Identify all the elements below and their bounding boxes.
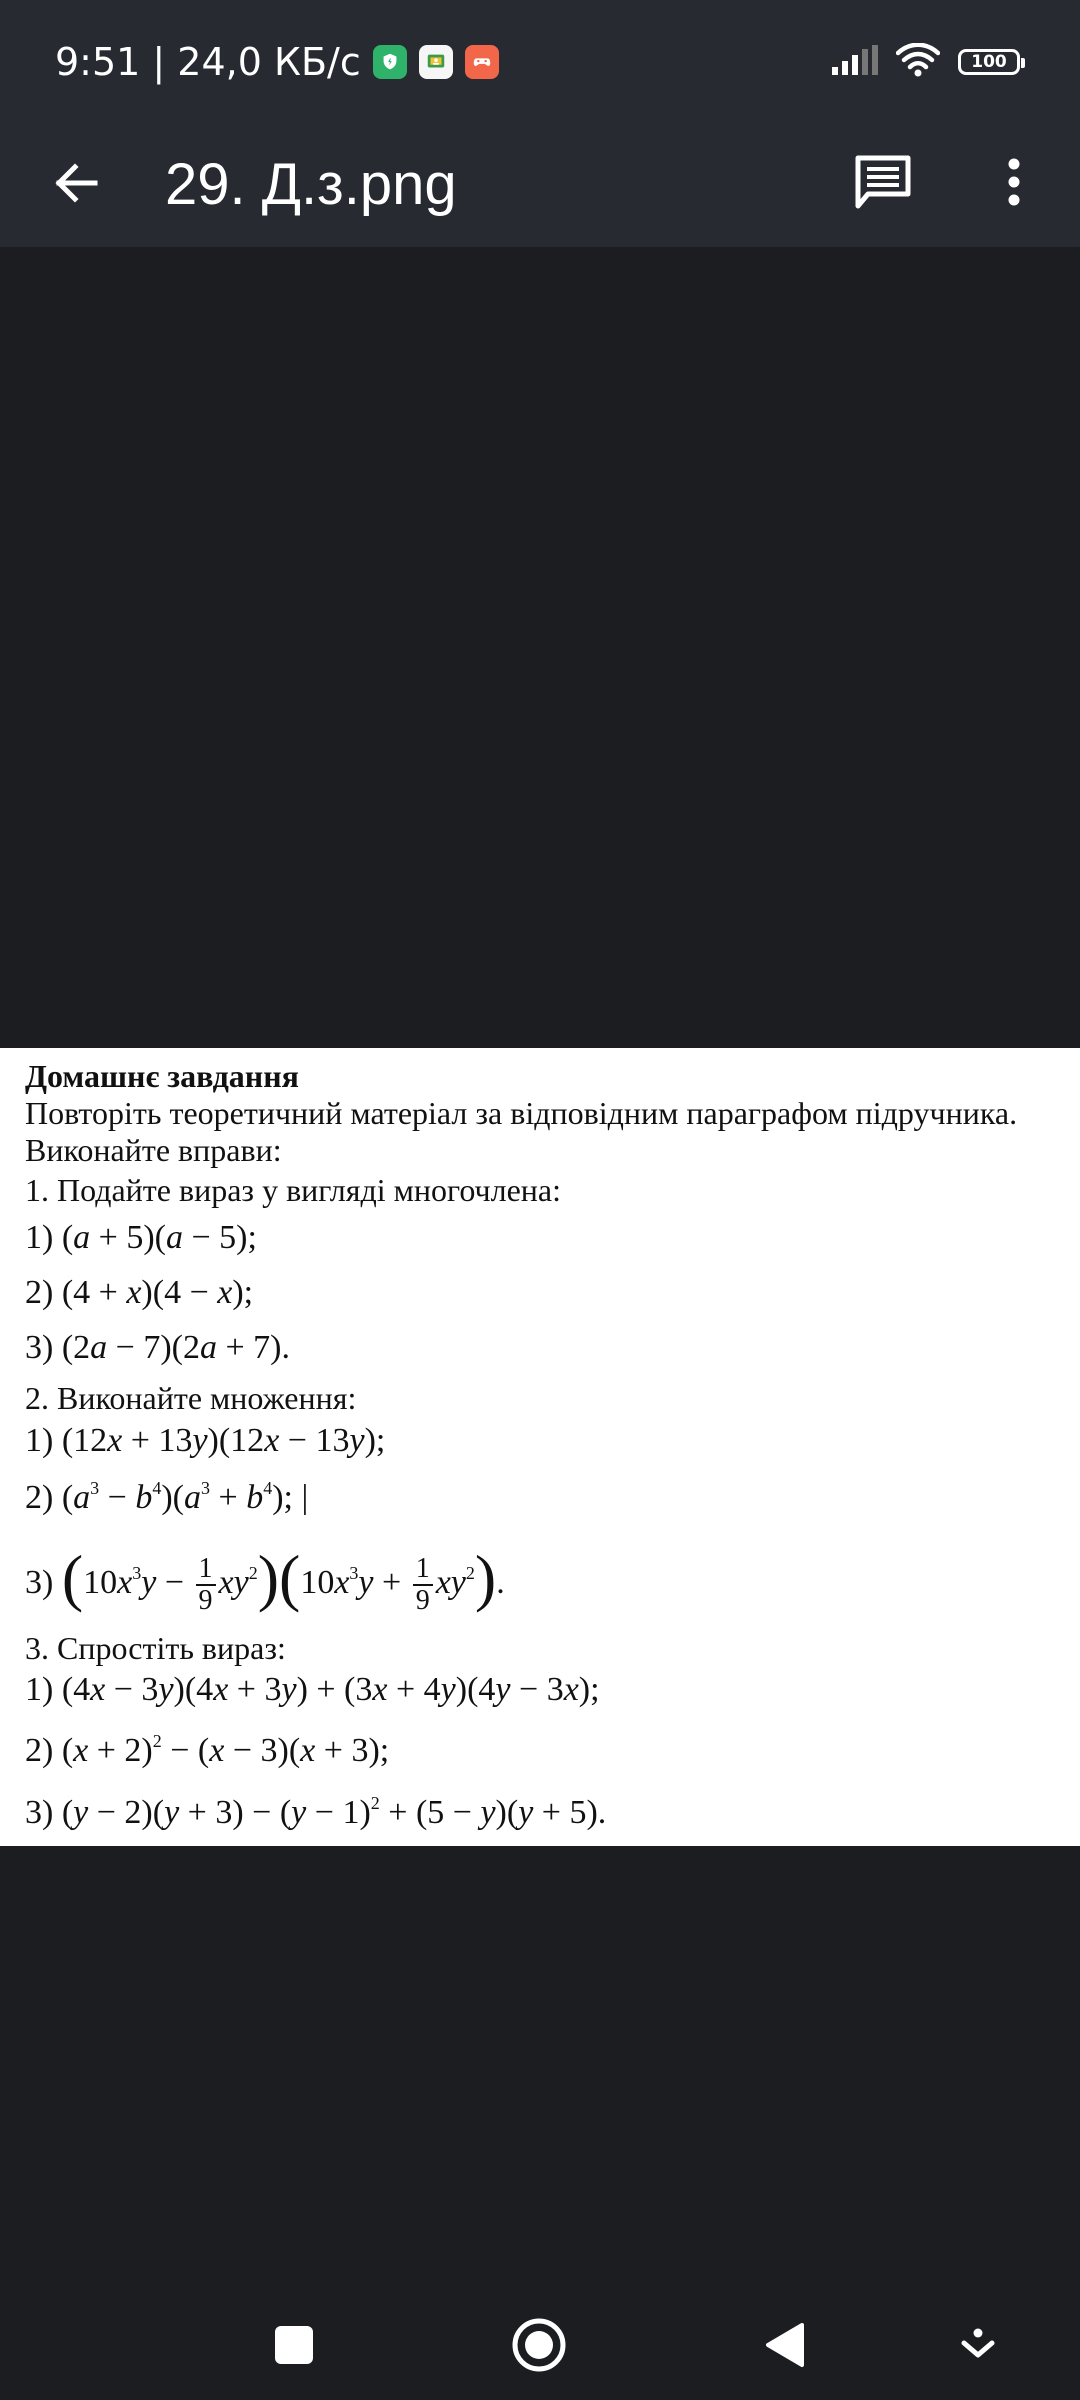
comment-icon — [854, 154, 912, 210]
keyboard-hide-icon — [960, 2325, 996, 2365]
keyboard-hide-button[interactable] — [940, 2307, 1016, 2383]
battery-icon — [958, 49, 1020, 75]
game-controller-icon — [465, 45, 499, 79]
back-button[interactable] — [40, 148, 110, 218]
more-options-button[interactable] — [984, 144, 1044, 220]
status-right — [832, 38, 1020, 86]
task2-item-3: 3) ($10x^3y$ − $\frac{1}{9}$ $xy^2)(10x^3y$ + $\frac{1}{9}$ $xy^2$). — [25, 1542, 505, 1617]
task1-item-2: 2) (4 + x)(4 − x); — [25, 1274, 254, 1311]
back-arrow-icon — [51, 159, 99, 207]
task2-item-1: 1) (12x + 13y)(12x − 13y); — [25, 1422, 386, 1459]
classroom-icon — [419, 45, 453, 79]
status-left — [55, 38, 499, 86]
vpn-shield-icon — [373, 45, 407, 79]
image-viewer[interactable] — [0, 247, 1080, 2287]
system-nav-bar — [0, 2287, 1080, 2400]
task3-item-1: 1) (4x − 3y)(4x + 3y) + (3x + 4y)(4y − 3x); — [25, 1671, 600, 1708]
nav-back-button[interactable] — [746, 2307, 822, 2383]
signal-icon — [832, 45, 878, 79]
task2-title: 2. Виконайте множення: — [25, 1380, 357, 1416]
homework-image — [0, 1048, 1080, 1846]
doc-do-exercises: Виконайте вправи: — [25, 1132, 282, 1168]
task1-item-3: 3) (2a − 7)(2a + 7). — [25, 1329, 290, 1366]
doc-heading: Домашнє завдання — [25, 1058, 299, 1094]
task1-title: 1. Подайте вираз у вигляді многочлена: — [25, 1172, 562, 1208]
home-button[interactable] — [501, 2307, 577, 2383]
task2-item-2: 2) $(a^3 - b^4)(a^3 + b^4)$; | — [25, 1478, 309, 1516]
battery-level: 100 — [971, 52, 1007, 72]
app-bar — [0, 120, 1080, 247]
task3-item-3: 3) $(y - 2)(y + 3) - (y - 1)^2 + (5 - y)(y + 5)$. — [25, 1793, 607, 1831]
more-vert-icon — [1007, 158, 1021, 206]
task1-item-1: 1) (a + 5)(a − 5); — [25, 1219, 257, 1256]
file-title: 29. Д.з.png — [165, 152, 457, 217]
back-triangle-icon — [762, 2321, 806, 2369]
square-icon — [273, 2324, 315, 2366]
doc-intro: Повторіть теоретичний матеріал за відповідним параграфом підручника. — [25, 1095, 1018, 1131]
task3-item-2: 2) $(x + 2)^2 - (x - 3)(x + 3)$; — [25, 1731, 390, 1769]
wifi-icon — [896, 43, 940, 81]
status-bar — [0, 0, 1080, 120]
recents-button[interactable] — [256, 2307, 332, 2383]
status-time-speed: 9:51 | 24,0 КБ/с — [55, 40, 361, 84]
task3-title: 3. Спростіть вираз: — [25, 1630, 286, 1666]
home-circle-icon — [511, 2317, 567, 2373]
comments-button[interactable] — [845, 144, 921, 220]
